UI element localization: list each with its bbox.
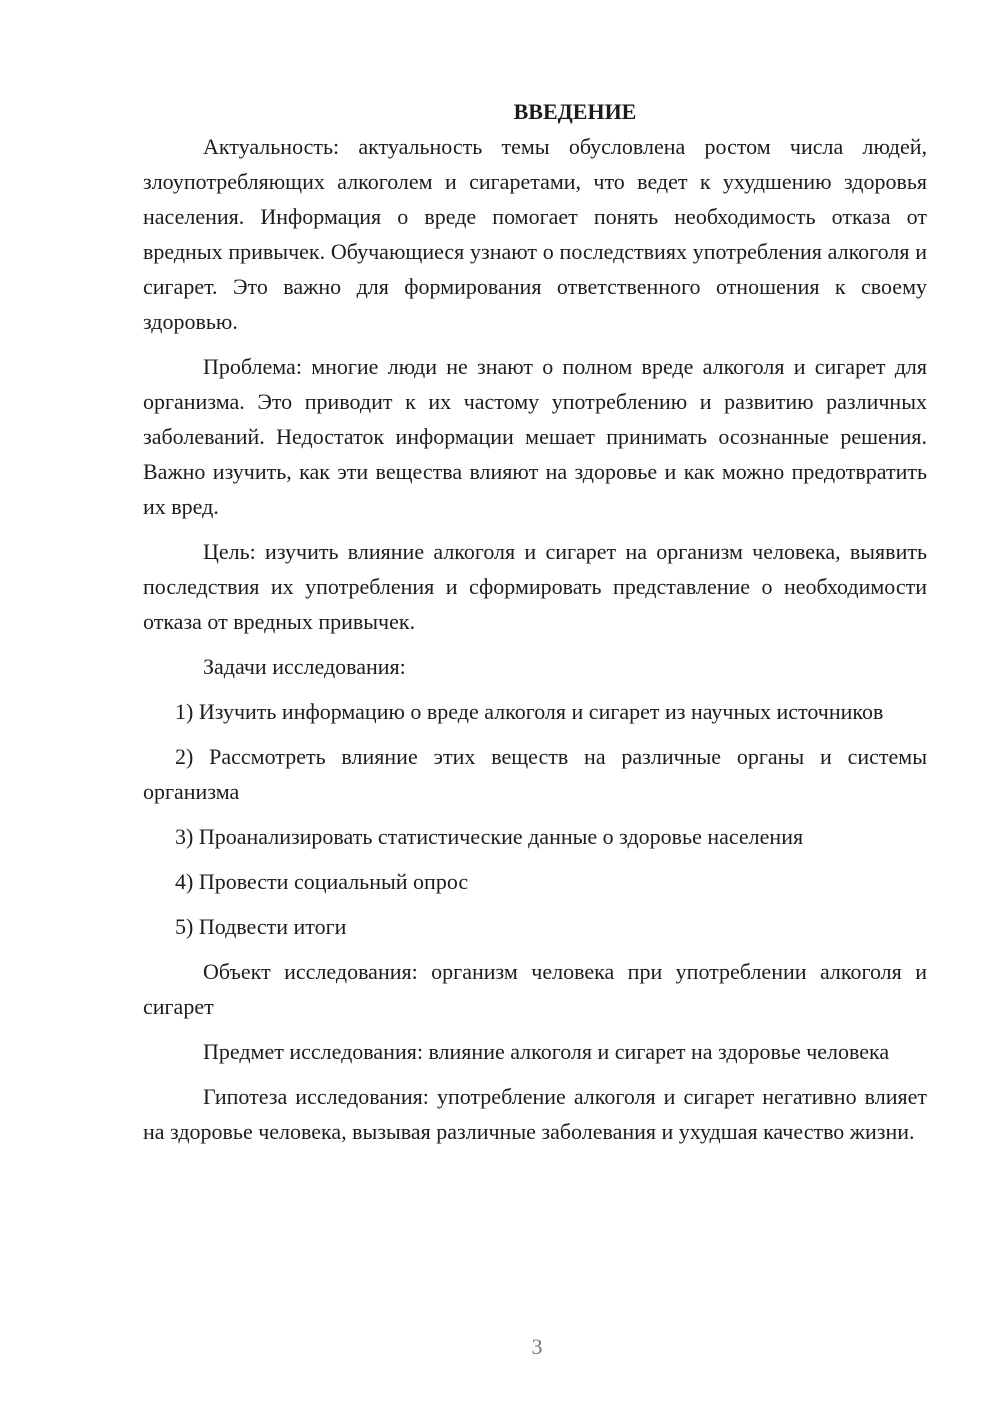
section-title: ВВЕДЕНИЕ bbox=[513, 99, 637, 124]
tasks-heading: Задачи исследования: bbox=[203, 654, 406, 679]
task-item-3: 3) Проанализировать статистические данные о здоровье населения bbox=[175, 824, 804, 849]
task-item-2: 2) Рассмотреть влияние этих веществ на различные органы и системы организма bbox=[143, 744, 927, 804]
paragraph-goal: Цель: изучить влияние алкоголя и сигарет на организм человека, выявить последствия их употребления и сформировать представление о необходимости отказа от вредных привычек. bbox=[143, 539, 927, 634]
task-item-4: 4) Провести социальный опрос bbox=[175, 869, 469, 894]
paragraph-subject: Предмет исследования: влияние алкоголя и сигарет на здоровье человека bbox=[203, 1039, 890, 1064]
paragraph-object: Объект исследования: организм человека при употреблении алкоголя и сигарет bbox=[143, 959, 927, 1019]
paragraph-problem: Проблема: многие люди не знают о полном вреде алкоголя и сигарет для организма. Это приводит к их частому употреблению и развитию различных заболеваний. Недостаток информации мешает принимать осознанные решения. Важно изучить, как эти вещества влияют на здоровье и как можно предотвратить их вред. bbox=[143, 354, 927, 519]
task-item-5: 5) Подвести итоги bbox=[175, 914, 347, 939]
paragraph-hypothesis: Гипотеза исследования: употребление алкоголя и сигарет негативно влияет на здоровье человека, вызывая различные заболевания и ухудшая качество жизни. bbox=[143, 1084, 927, 1144]
paragraph-relevance: Актуальность: актуальность темы обусловлена ростом числа людей, злоупотребляющих алкоголем и сигаретами, что ведет к ухудшению здоровья населения. Информация о вреде помогает понять необходимость отказа от вредных привычек. Обучающиеся узнают о последствиях употребления алкоголя и сигарет. Это важно для формирования ответственного отношения к своему здоровью. bbox=[143, 134, 927, 334]
document-body bbox=[143, 94, 927, 1149]
task-item-1: 1) Изучить информацию о вреде алкоголя и сигарет из научных источников bbox=[175, 699, 884, 724]
page-number: 3 bbox=[531, 1334, 543, 1359]
